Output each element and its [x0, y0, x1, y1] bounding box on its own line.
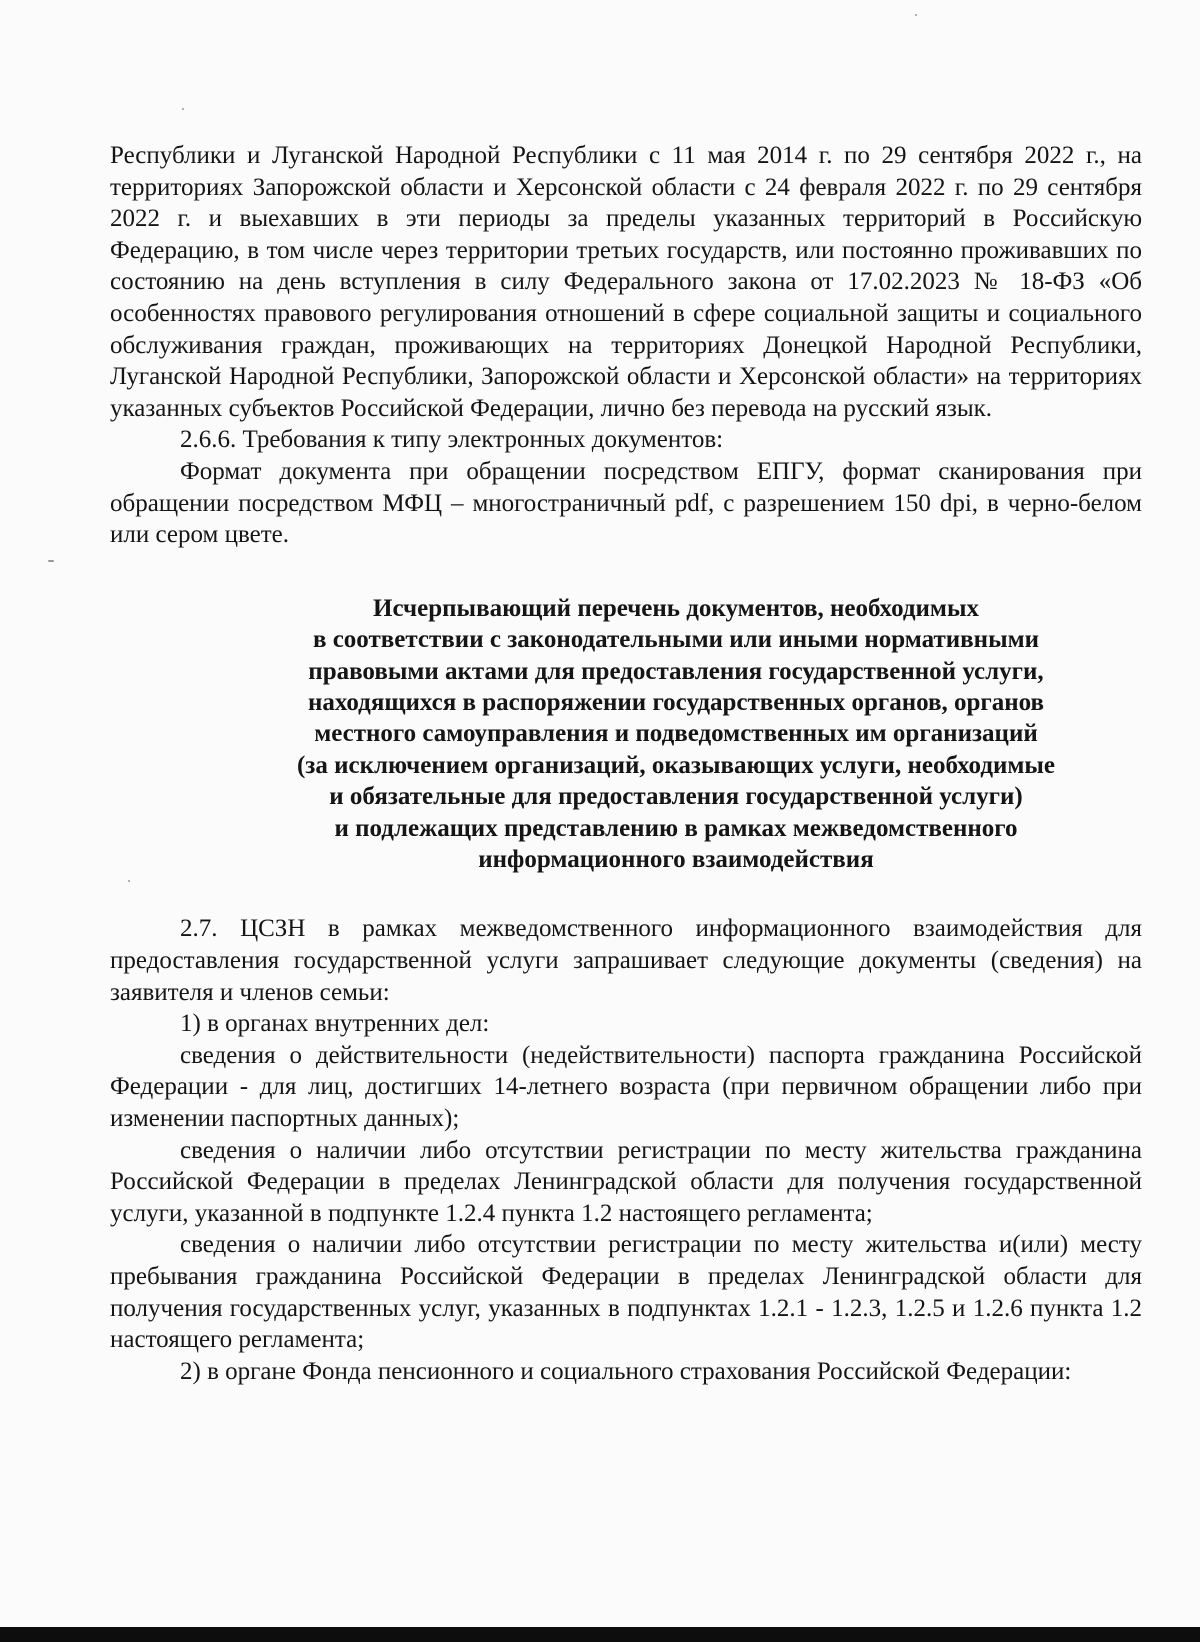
heading-line: находящихся в распоряжении государственных органов, органов	[307, 688, 1045, 716]
heading-line: Исчерпывающий перечень документов, необходимых	[373, 594, 979, 622]
item-2-7: 2.7. ЦСЗН в рамках межведомственного информационного взаимодействия для предоставления государственной услуги запрашивает следующие документы (сведения) на заявителя и членов семьи:	[110, 915, 1142, 1006]
scan-speck	[128, 880, 130, 882]
heading-line: правовыми актами для предоставления государственной услуги,	[308, 657, 1044, 685]
document-body	[110, 140, 1142, 1387]
heading-line: в соответствии с законодательными или иными нормативными	[312, 626, 1040, 654]
format-paragraph: Формат документа при обращении посредством ЕПГУ, формат сканирования при обращении посредством МФЦ – многостраничный pdf, с разрешением 150 dpi, в черно-белом или сером цвете.	[110, 457, 1142, 549]
item-2-6-6: 2.6.6. Требования к типу электронных документов:	[180, 426, 724, 454]
heading-line: и обязательные для предоставления государственной услуги)	[329, 783, 1023, 811]
subitem-2: 2) в органе Фонда пенсионного и социального страхования Российской Федерации:	[180, 1357, 1072, 1385]
scan-bottom-edge	[0, 1627, 1200, 1642]
paragraph-continued: Республики и Луганской Народной Республики с 11 мая 2014 г. по 29 сентября 2022 г., на территориях Запорожской области и Херсонской области с 24 февраля 2022 г. по 29 сентября 2022 г. и выехавших в эти периоды за пределы указанных территорий в Российскую Федерацию, в том числе через территории третьих государств, или постоянно проживавших по состоянию на день вступления в силу Федерального закона от 17.02.2023 № 18-ФЗ «Об особенностях правового регулирования отношений в сфере социальной защиты и социального обслуживания граждан, проживающих на территориях Донецкой Народной Республики, Луганской Народной Республики, Запорожской области и Херсонской области» на территориях указанных субъектов Российской Федерации, лично без перевода на русский язык.	[110, 142, 1142, 422]
heading-line: и подлежащих представлению в рамках межведомственного	[334, 814, 1018, 842]
section-heading	[110, 593, 1142, 876]
scan-speck	[182, 108, 184, 110]
passport-info-paragraph: сведения о действительности (недействительности) паспорта гражданина Российской Федерации - для лиц, достигших 14-летнего возраста (при первичном обращении либо при изменении паспортных данных);	[110, 1041, 1142, 1132]
heading-line: информационного взаимодействия	[478, 845, 874, 873]
scan-speck	[48, 560, 54, 562]
scan-speck	[915, 14, 917, 16]
heading-line: (за исключением организаций, оказывающих услуги, необходимые	[296, 751, 1056, 779]
subitem-1: 1) в органах внутренних дел:	[180, 1010, 490, 1038]
heading-line: местного самоуправления и подведомственных им организаций	[314, 720, 1038, 748]
registration-info-paragraph: сведения о наличии либо отсутствии регистрации по месту жительства гражданина Российской Федерации в пределах Ленинградской области для получения государственной услуги, указанной в подпункте 1.2.4 пункта 1.2 настоящего регламента;	[110, 1136, 1142, 1227]
registration-stay-info-paragraph: сведения о наличии либо отсутствии регистрации по месту жительства и(или) месту пребывания гражданина Российской Федерации в пределах Ленинградской области для получения государственных услуг, указанных в подпунктах 1.2.1 - 1.2.3, 1.2.5 и 1.2.6 пункта 1.2 настоящего регламента;	[110, 1231, 1142, 1354]
